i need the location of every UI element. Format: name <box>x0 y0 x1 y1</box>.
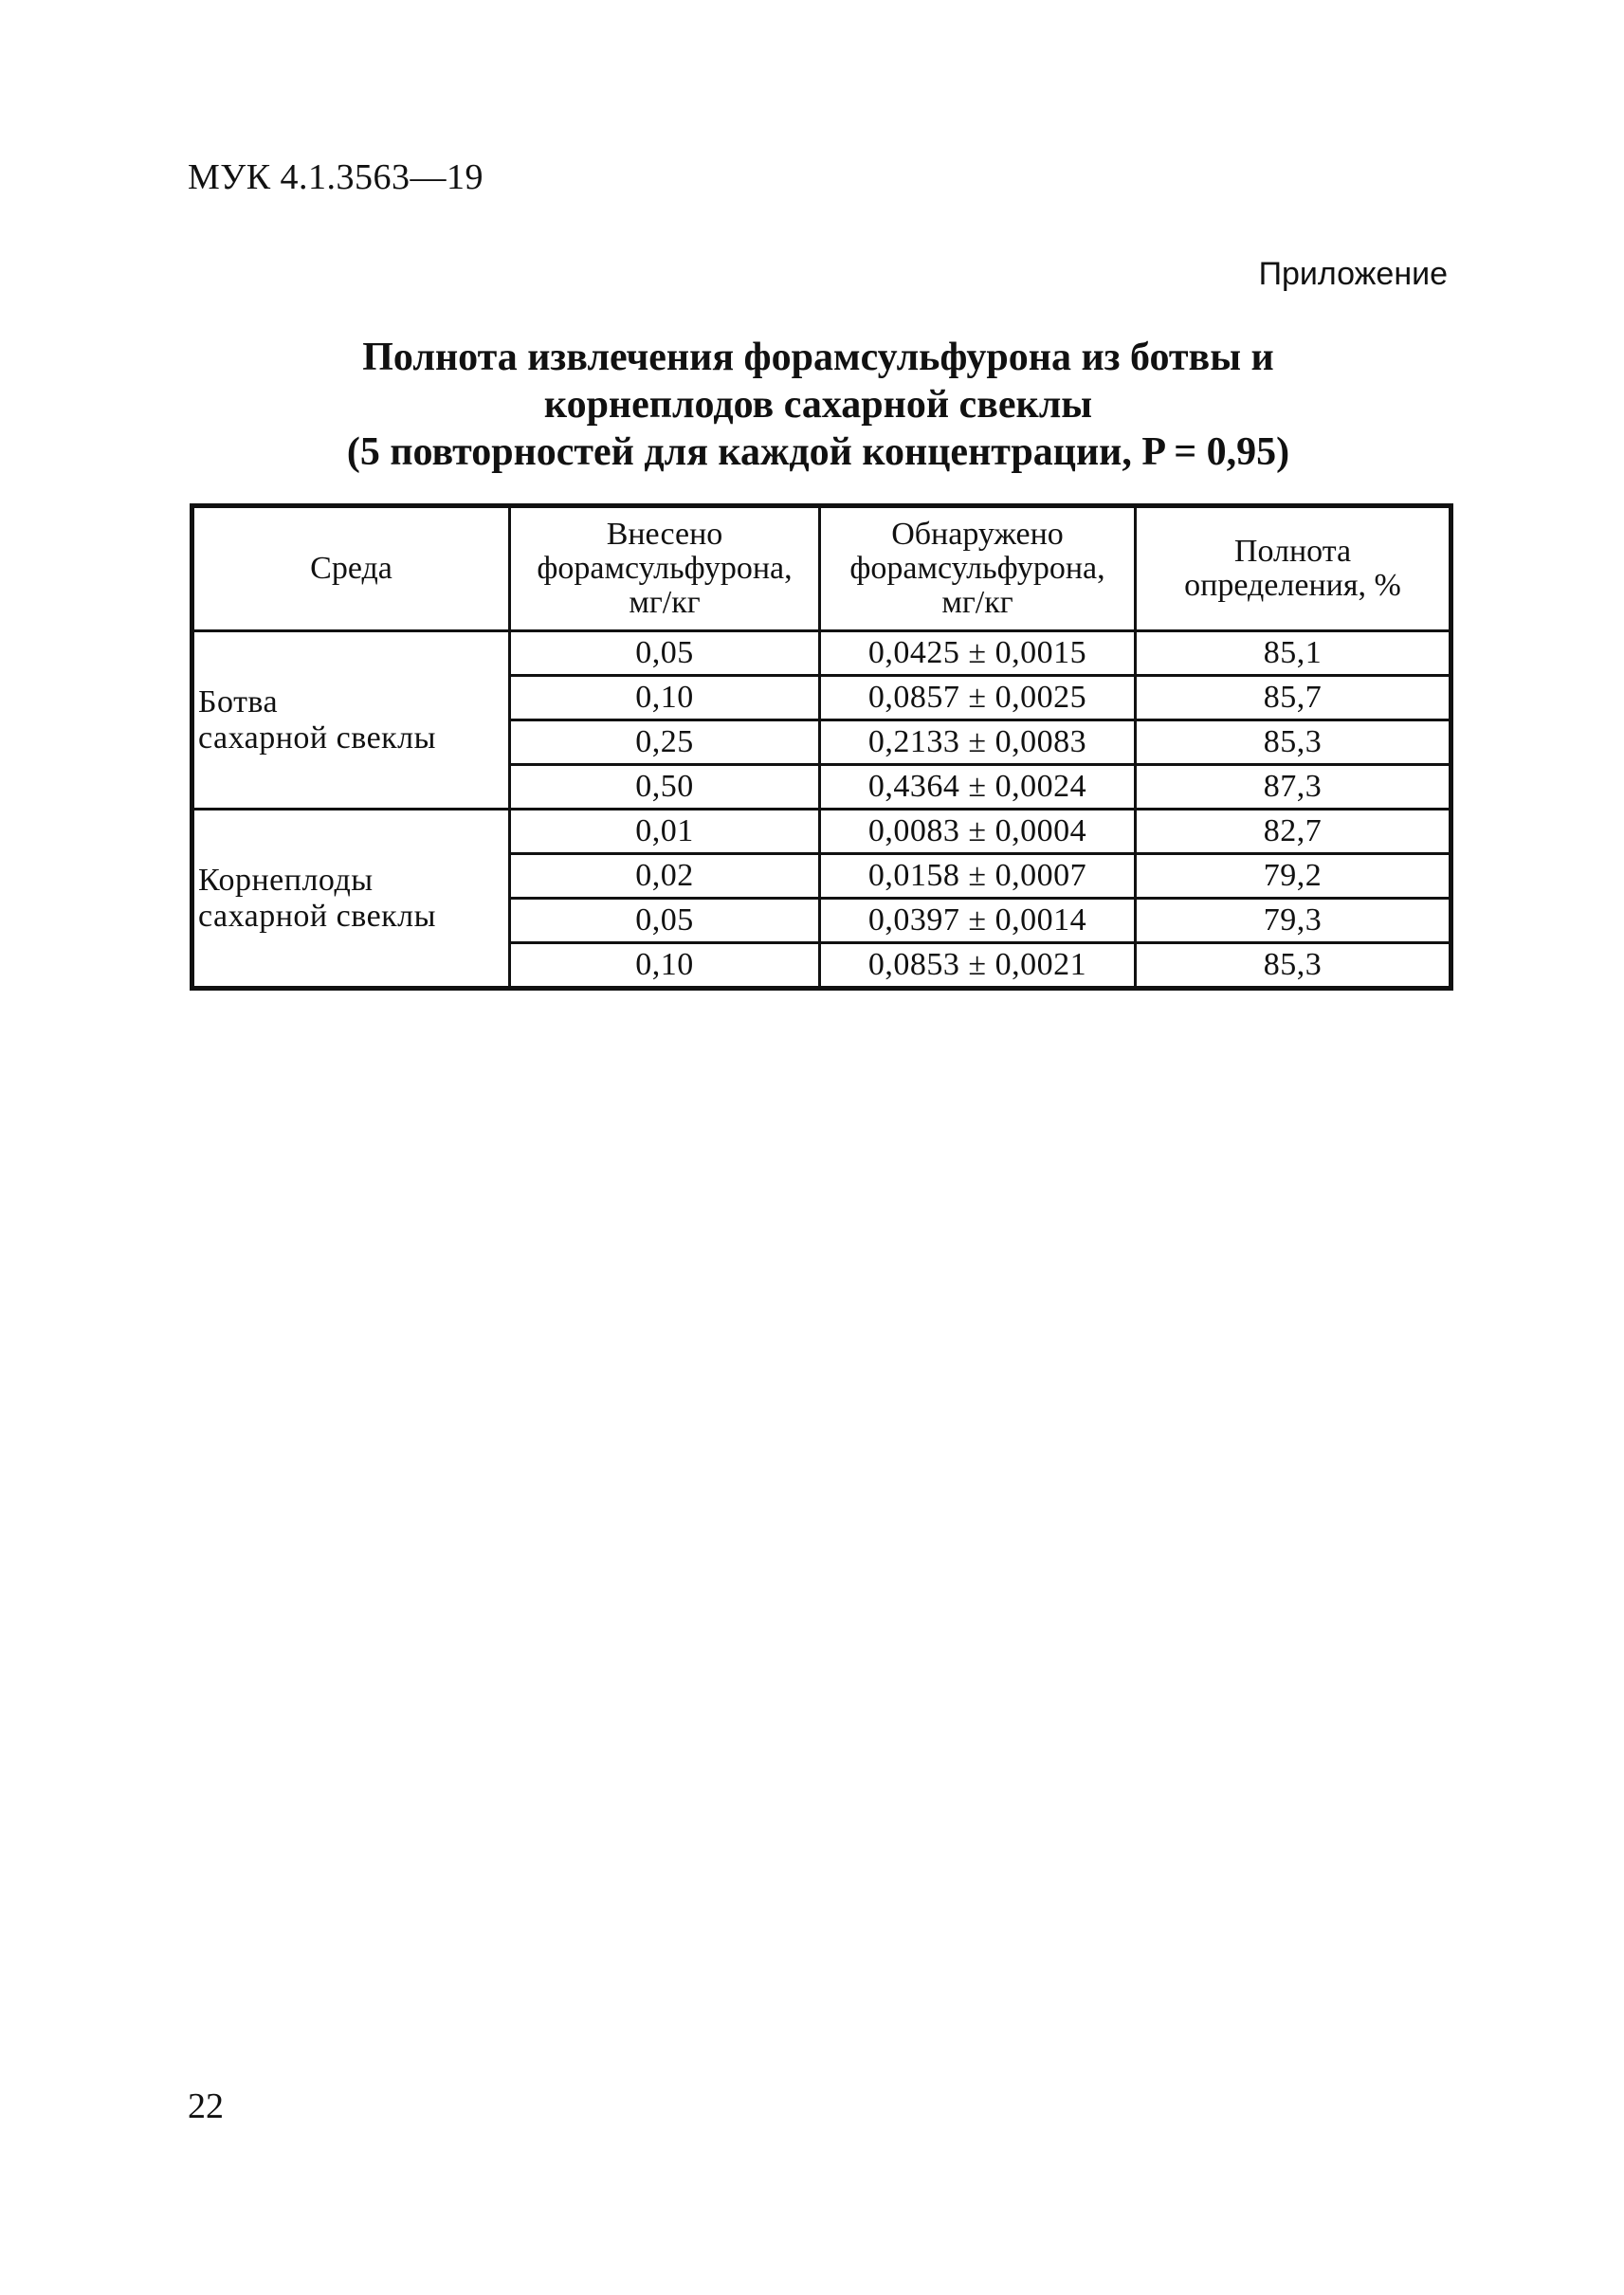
header-medium-line: Среда <box>310 551 392 586</box>
header-found-line-2: форамсульфурона, <box>849 551 1105 586</box>
table-header-row <box>192 506 1451 631</box>
recovery-cell: 85,1 <box>1136 631 1451 676</box>
document-code: МУК 4.1.3563—19 <box>188 157 484 197</box>
added-cell: 0,10 <box>510 943 820 989</box>
title-line-2: корнеплодов сахарной свеклы <box>543 383 1093 427</box>
header-found-line-1: Обнаружено <box>891 517 1064 552</box>
found-cell: 0,0857 ± 0,0025 <box>820 676 1136 720</box>
header-added-line-1: Внесено <box>606 517 723 552</box>
header-found <box>820 506 1136 631</box>
found-cell: 0,0083 ± 0,0004 <box>820 810 1136 854</box>
table-row <box>192 810 1451 854</box>
recovery-cell: 87,3 <box>1136 765 1451 810</box>
medium-line-2: сахарной свеклы <box>198 719 436 756</box>
appendix-label: Приложение <box>1258 256 1448 292</box>
medium-line-2: сахарной свеклы <box>198 898 436 934</box>
added-cell: 0,02 <box>510 854 820 899</box>
found-cell: 0,0397 ± 0,0014 <box>820 899 1136 943</box>
recovery-cell: 82,7 <box>1136 810 1451 854</box>
table-title <box>188 334 1449 476</box>
added-cell: 0,05 <box>510 631 820 676</box>
added-cell: 0,50 <box>510 765 820 810</box>
recovery-table <box>190 503 1453 991</box>
header-recovery-line-1: Полнота <box>1233 534 1352 569</box>
recovery-table-container <box>190 503 1449 991</box>
medium-cell-tops <box>192 631 510 810</box>
medium-line-1: Ботва <box>198 683 279 719</box>
recovery-cell: 85,3 <box>1136 720 1451 765</box>
medium-cell-roots <box>192 810 510 989</box>
found-cell: 0,0853 ± 0,0021 <box>820 943 1136 989</box>
added-cell: 0,05 <box>510 899 820 943</box>
found-cell: 0,4364 ± 0,0024 <box>820 765 1136 810</box>
added-cell: 0,25 <box>510 720 820 765</box>
found-cell: 0,0425 ± 0,0015 <box>820 631 1136 676</box>
header-added-line-3: мг/кг <box>629 585 701 620</box>
found-cell: 0,2133 ± 0,0083 <box>820 720 1136 765</box>
added-cell: 0,01 <box>510 810 820 854</box>
header-recovery <box>1136 506 1451 631</box>
recovery-cell: 85,7 <box>1136 676 1451 720</box>
header-added <box>510 506 820 631</box>
page-number: 22 <box>188 2086 224 2126</box>
header-found-line-3: мг/кг <box>941 585 1013 620</box>
title-line-3: (5 повторностей для каждой концентрации, P = 0,95) <box>346 430 1290 474</box>
recovery-cell: 79,3 <box>1136 899 1451 943</box>
recovery-cell: 85,3 <box>1136 943 1451 989</box>
header-added-line-2: форамсульфурона, <box>537 551 793 586</box>
header-medium <box>192 506 510 631</box>
recovery-cell: 79,2 <box>1136 854 1451 899</box>
medium-line-1: Корнеплоды <box>198 862 374 898</box>
title-line-1: Полнота извлечения форамсульфурона из ботвы и <box>362 336 1274 379</box>
table-row <box>192 631 1451 676</box>
added-cell: 0,10 <box>510 676 820 720</box>
header-recovery-line-2: определения, % <box>1184 568 1401 603</box>
found-cell: 0,0158 ± 0,0007 <box>820 854 1136 899</box>
